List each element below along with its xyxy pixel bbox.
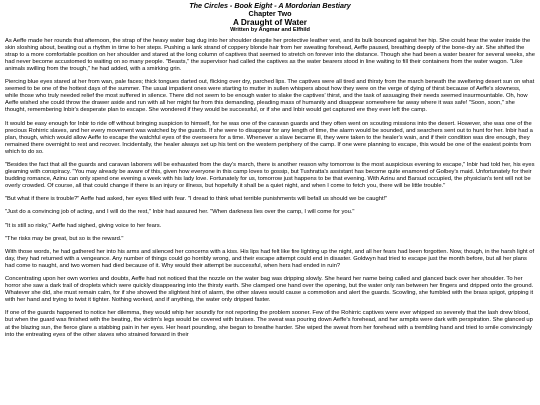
paragraph: "Besides the fact that all the guards and caravan laborers will be exhausted from the day's march, there is another reason why tomorrow is the most auspicious evening to escape," Inbir had told her, his eyes gleaming with conspiracy. "You may already be aware of this, given how everyone in this camp loves to gossip, but Tushratta's assistant has become quite enamored of Golbey's maid. Unfortunately for their budding romance, Azinu can only spend one evening a week with his lady love. Fortunately for us, tomorrow just happens to be that evening. With Azinu and Barsud occupied, the physician's tent will not be overly crowded. Of course, all that could change if there is an injury or illness, but hopefully it shall be a quiet night, and when I come to fetch you, there will be little trouble." [5, 161, 535, 190]
paragraph: "It is still so risky," Aeffe had sighed, giving voice to her fears. [5, 222, 162, 229]
paragraph: With those words, he had gathered her into his arms and silenced her concerns with a kiss. His lips had felt like fire lighting up the night, and all her fears had been forgotten. Now, though, in the harsh light of day, they had returned with a vengeance. Any number of things could go horribly wrong, and their escape attempt could end in disaster. Goldwyn had tried to escape just the month before, but all her plans had come to naught, and two women had died because of it. Why would their attempt be successful, when hers had ended in ruin? [5, 248, 535, 269]
paragraph: It would be easy enough for Inbir to ride off without bringing suspicion to himself, for he was one of the caravan guards and they often went on scouting missions into the desert. However, she was one of the precious Rohirric slaves, and her every movement was watched by the guards. If she were to disappear for any length of time, the alarm would be sounded, and searchers sent out to hunt for her. Inbir had a plan, though, which would allow Aeffe to escape the watchful eyes of the overseers for a time. Whenever a slave became ill, they were taken to the healer's wain, and if their condition was dire enough, they remained there overnight to rest and recover. Incidentally, the healer always set up his tent on the western periphery of the camp. If one were planning to escape, this would be one of the easiest points from which to do so. [5, 120, 533, 155]
paragraph: "Just do a convincing job of acting, and I will do the rest," Inbir had assured her. "When darkness lies over the camp, I will come for you." [5, 209, 355, 216]
paragraph: "But what if there is trouble?" Aeffe had asked, her eyes filled with fear. "I dread to think what terrible punishments will befall us should we be caught!" [5, 196, 388, 203]
paragraph: As Aeffe made her rounds that afternoon, the strap of the heavy water bag dug into her shoulder despite her protective leather vest, and its bulk bounced against her hip. She could hear the water inside the skin sloshing about, beating out a rhythm in time to her steps. Pushing a lank strand of coppery blonde hair from her sweating forehead, Aeffe paused, breathing deeply of the bone-dry air. She shifted the strap to a more comfortable position on her shoulder and stared at the long column of captives that seemed to stretch on forever into the distance. Though she had been a water bearer for several weeks, she had never become accustomed to waiting on so many people. "Beasts," the supervisor had called the captives as the water bearers stood in line waiting to fill their containers from the water wagon. "Like animals swilling from the trough," he had added, with a smirking grin. [5, 37, 535, 72]
author-byline: Written by Angmar and Elfhild [230, 27, 310, 34]
paragraph: "The risks may be great, but so is the reward." [5, 235, 124, 242]
paragraph: Piercing blue eyes stared at her from wan, pale faces; thick tongues darted out, flicking over dry, parched lips. The captives were all tired and thirsty from the march beneath the sweltering desert sun on what seemed to be one of the hottest days of the summer. The usual impatient ones were starting to mutter in sullen whispers about how they were on the verge of dying of thirst because of Aeffe's slowness, while those who truly needed relief the most suffered in silence. There did not seem to be enough water to slake the captives' thirst, and the task of assuaging their needs seemed insurmountable. Oh, how Aeffe wished she could throw the drawer aside and run with all her might far from this demanding, pleading mass of humanity and disappear somewhere far away where it was safe! "Soon, soon," she thought, remembering Inbir's desperate plan to escape. She wondered if they would be successful, or if she and Inbir would get captured ere they ever left the camp. [5, 79, 535, 114]
chapter-number: Chapter Two [248, 9, 292, 19]
paragraph: If one of the guards happened to notice her dilemma, they would whip her soundly for not reporting the problem sooner. Few of the Rohirric captives were ever whipped so severely that the lash drew blood, but when the guard was finished with the beating, the victim's legs would be covered with bruises. The sweat was pouring down Aeffe's forehead, and her armpits were dark with perspiration. She glanced up at the blazing sun, the fierce glare a stabbing pain in her eyes. Her heart pounding, she began to breathe harder. She wiped the sweat from her forehead with a trembling hand and tried to smile convincingly into the entreating eyes of the other slaves who strained forward in their [5, 310, 533, 338]
chapter-title: A Draught of Water [233, 18, 307, 28]
paragraph: Concentrating upon her own worries and doubts, Aeffe had not noticed that the nozzle on the water bag was dripping slowly. She heard her name being called and glanced back over her shoulder. To her horror she saw a dark trail of droplets which were quickly disappearing into the thirsty earth. She clamped one hand over the opening, but the water only ran between her fingers and dripped onto the ground. Whatever she did, she must remain calm, for if she showed the slightest hint of alarm, the other slaves would cause a commotion and alert the guards. Scowling, she fumbled with the brass spigot, gripping it with her hand and trying to twist it tighter. Nothing worked, and if anything, the water only dripped faster. [5, 276, 534, 304]
story-body [5, 38, 535, 339]
series-title: The Circles - Book Eight - A Mordorian Bestiary [189, 1, 351, 10]
chapter-header [5, 2, 535, 34]
